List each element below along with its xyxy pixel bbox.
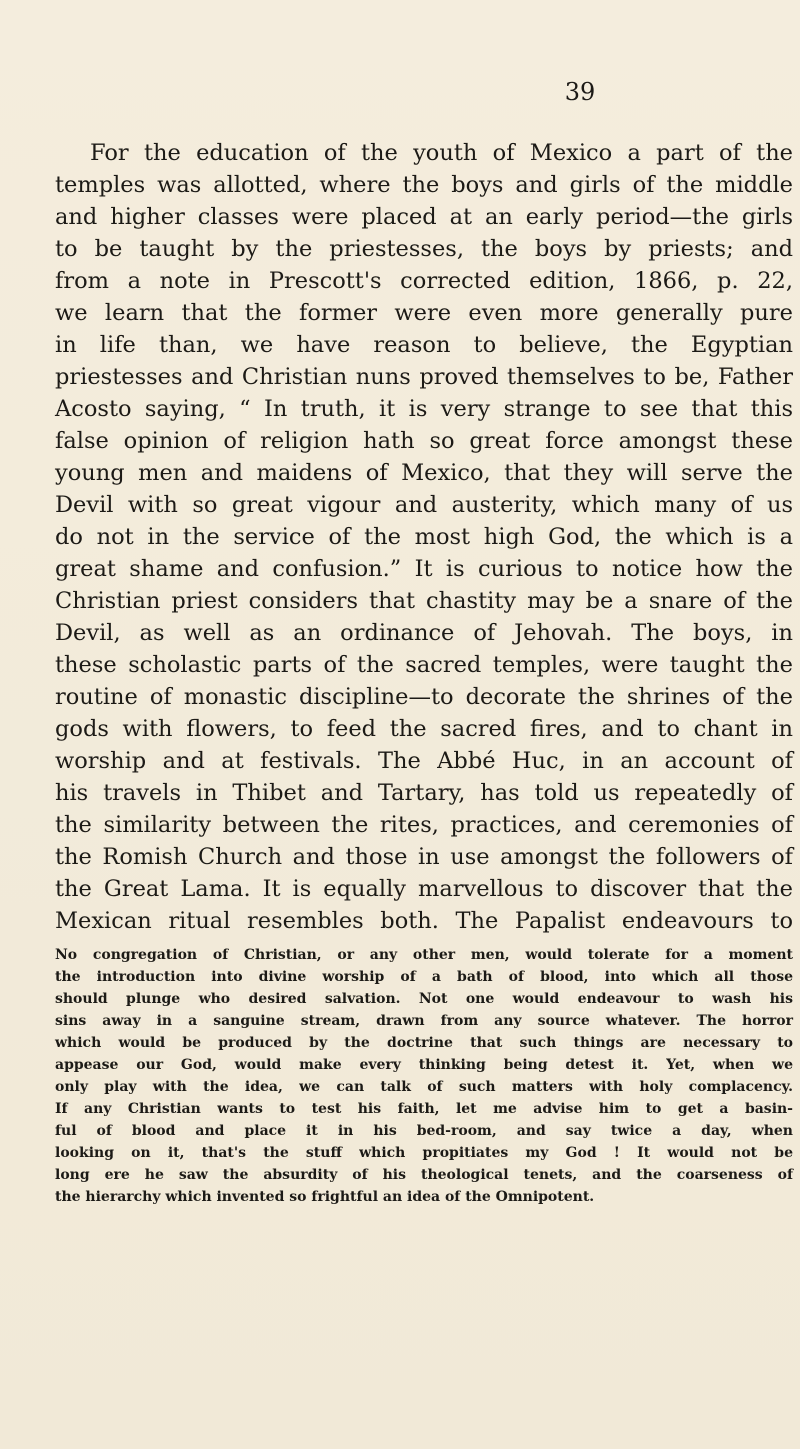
text-line: young men and maidens of Mexico, that they will serve the: [55, 460, 793, 486]
footnote-line: only play with the idea, we can talk of such matters with holy complacency.: [55, 1079, 793, 1095]
text-line: Devil, as well as an ordinance of Jehovah. The boys, in: [55, 620, 793, 646]
footnote-line: ful of blood and place it in his bed-room, and say twice a day, when: [55, 1123, 793, 1139]
text-line: and higher classes were placed at an early period—the girls: [55, 204, 793, 230]
text-line: these scholastic parts of the sacred temples, were taught the: [55, 652, 793, 678]
text-line: For the education of the youth of Mexico a part of the: [90, 140, 793, 166]
footnote-line: long ere he saw the absurdity of his theological tenets, and the coarseness of: [55, 1167, 793, 1183]
footnote-line: the hierarchy which invented so frightful an idea of the Omnipotent.: [55, 1189, 595, 1205]
footnote-line: which would be produced by the doctrine that such things are necessary to: [55, 1035, 793, 1051]
text-line: we learn that the former were even more generally pure: [55, 300, 793, 326]
text-line: the similarity between the rites, practices, and ceremonies of: [55, 812, 793, 838]
text-line: worship and at festivals. The Abbé Huc, in an account of: [55, 748, 793, 774]
text-line: Devil with so great vigour and austerity, which many of us: [55, 492, 793, 518]
text-line: great shame and confusion.” It is curious to notice how the: [55, 556, 793, 582]
text-line: the Great Lama. It is equally marvellous to discover that the: [55, 876, 793, 902]
footnote-line: the introduction into divine worship of a bath of blood, into which all those: [55, 969, 793, 985]
text-line: false opinion of religion hath so great force amongst these: [55, 428, 793, 454]
text-line: to be taught by the priestesses, the boys by priests; and: [55, 236, 793, 262]
text-line: temples was allotted, where the boys and girls of the middle: [55, 172, 793, 198]
footnote-line: looking on it, that's the stuff which propitiates my God ! It would not be: [55, 1145, 793, 1161]
text-line: the Romish Church and those in use amongst the followers of: [55, 844, 793, 870]
text-line: priestesses and Christian nuns proved themselves to be, Father: [55, 364, 793, 390]
text-line: Mexican ritual resembles both. The Papalist endeavours to: [55, 908, 793, 934]
text-line: Christian priest considers that chastity may be a snare of the: [55, 588, 793, 614]
footnote-line: If any Christian wants to test his faith, let me advise him to get a basin-: [55, 1101, 793, 1117]
text-line: Acosto saying, “ In truth, it is very strange to see that this: [55, 396, 793, 422]
text-line: gods with flowers, to feed the sacred fires, and to chant in: [55, 716, 793, 742]
text-line: his travels in Thibet and Tartary, has told us repeatedly of: [55, 780, 793, 806]
page-number: 39: [564, 78, 596, 106]
footnote-line: should plunge who desired salvation. Not one would endeavour to wash his: [55, 991, 793, 1007]
footnote-line: sins away in a sanguine stream, drawn from any source whatever. The horror: [55, 1013, 793, 1029]
text-line: do not in the service of the most high God, the which is a: [55, 524, 793, 550]
footnote-line: No congregation of Christian, or any other men, would tolerate for a moment: [55, 947, 793, 963]
text-line: from a note in Prescott's corrected edition, 1866, p. 22,: [55, 268, 793, 294]
footnote-line: appease our God, would make every thinking being detest it. Yet, when we: [55, 1057, 793, 1073]
text-line: in life than, we have reason to believe, the Egyptian: [55, 332, 793, 358]
text-line: routine of monastic discipline—to decorate the shrines of the: [55, 684, 793, 710]
